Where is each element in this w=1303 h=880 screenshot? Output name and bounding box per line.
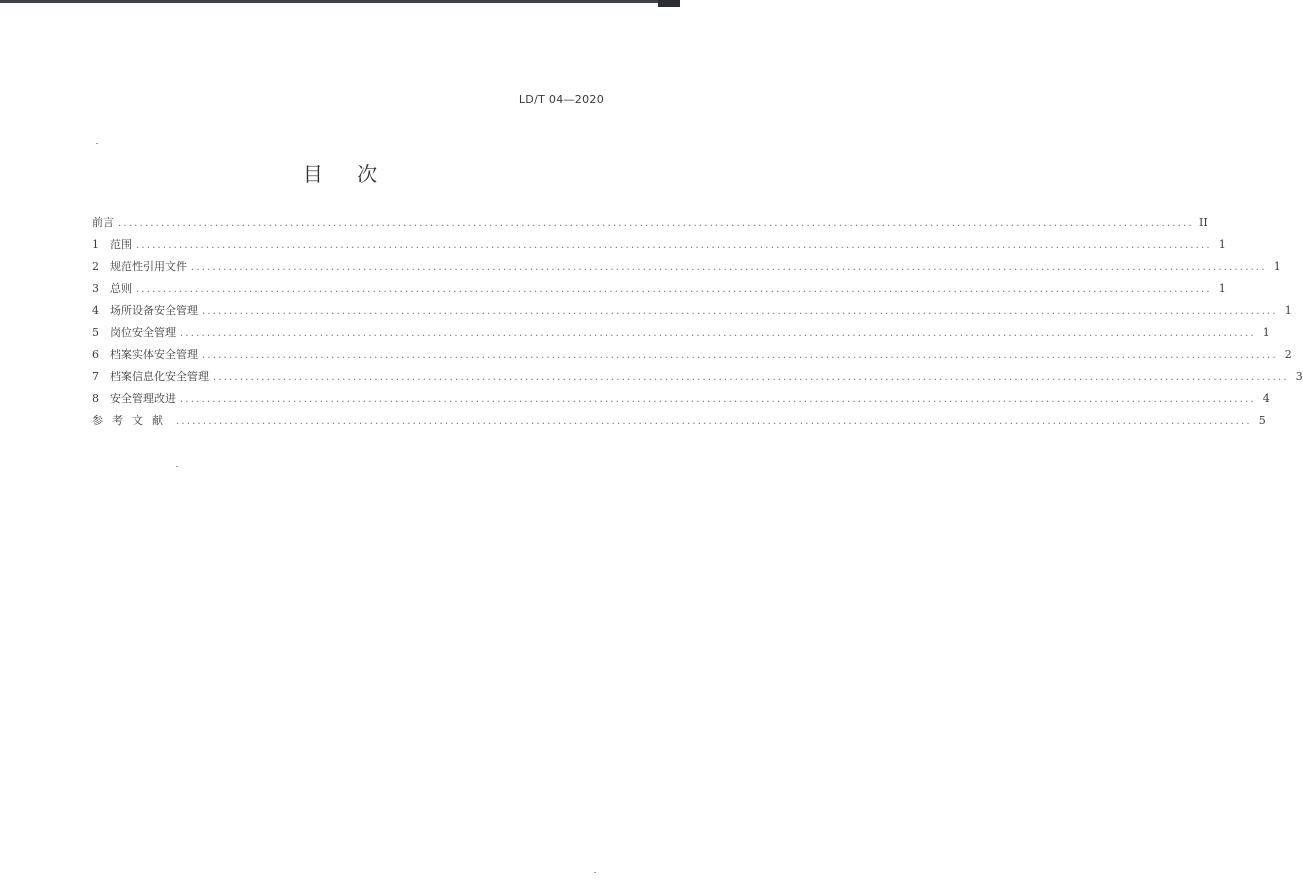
toc-entry-number: 1 [92,238,99,251]
scan-corner-mark [658,0,680,7]
toc-entry-site-equipment[interactable] [92,300,1292,322]
standard-code: LD/T 04—2020 [518,93,604,106]
scan-speck [594,872,596,873]
toc-page-number: 5 [1258,414,1266,427]
toc-entry-archive-informatization[interactable] [92,366,1303,388]
toc-entry-number: 2 [92,260,99,273]
toc-page-number: 4 [1262,392,1270,405]
toc-title: 目 次 [302,162,392,186]
toc-page-number: 3 [1295,370,1303,383]
scan-top-edge [0,0,680,3]
toc-leader-dots: ........................................................................................................................................................................................................ [118,218,1194,229]
toc-entry-number: 4 [92,304,99,317]
toc-entry-general[interactable] [92,278,1226,300]
toc-entry-text: 安全管理改进 [110,392,176,405]
toc-entry-text: 总则 [110,282,132,295]
scan-speck [176,466,178,467]
toc-entry-archive-physical[interactable] [92,344,1292,366]
toc-entry-text: 规范性引用文件 [110,260,187,273]
toc-entry-text: 档案实体安全管理 [110,348,198,361]
toc-leader-dots: ........................................................................................................................................................................................................ [180,394,1256,405]
toc-leader-dots: ........................................................................................................................................................................................................ [176,416,1252,427]
toc-entry-post-safety[interactable] [92,322,1270,344]
toc-entry-bibliography[interactable] [92,410,1266,432]
toc-entry-text: 档案信息化安全管理 [110,370,209,383]
toc-page-number: 1 [1262,326,1270,339]
toc-entry-number: 5 [92,326,99,339]
toc-page-number: II [1199,216,1208,229]
toc-page-number: 1 [1218,238,1226,251]
toc-entry-normative-references[interactable] [92,256,1281,278]
toc-entry-number: 7 [92,370,99,383]
toc-leader-dots: ........................................................................................................................................................................................................ [136,284,1212,295]
toc-entry-text: 范围 [110,238,132,251]
toc-entry-scope[interactable] [92,234,1226,256]
toc-entry-text: 前言 [92,216,114,229]
toc-leader-dots: ........................................................................................................................................................................................................ [213,372,1289,383]
table-of-contents [92,212,1303,432]
toc-leader-dots: ........................................................................................................................................................................................................ [191,262,1267,273]
toc-page-number: 1 [1218,282,1226,295]
toc-leader-dots: ........................................................................................................................................................................................................ [180,328,1256,339]
toc-page-number: 1 [1273,260,1281,273]
toc-page-number: 1 [1284,304,1292,317]
toc-entry-number: 8 [92,392,99,405]
toc-entry-text: 场所设备安全管理 [110,304,198,317]
toc-entry-text: 参考文献 [92,414,172,427]
toc-entry-number: 3 [92,282,99,295]
toc-leader-dots: ........................................................................................................................................................................................................ [202,350,1278,361]
toc-page-number: 2 [1284,348,1292,361]
scan-speck [96,143,98,144]
toc-entry-number: 6 [92,348,99,361]
toc-leader-dots: ........................................................................................................................................................................................................ [136,240,1212,251]
toc-entry-improvement[interactable] [92,388,1270,410]
toc-leader-dots: ........................................................................................................................................................................................................ [202,306,1278,317]
toc-entry-foreword[interactable] [92,212,1208,234]
toc-entry-text: 岗位安全管理 [110,326,176,339]
